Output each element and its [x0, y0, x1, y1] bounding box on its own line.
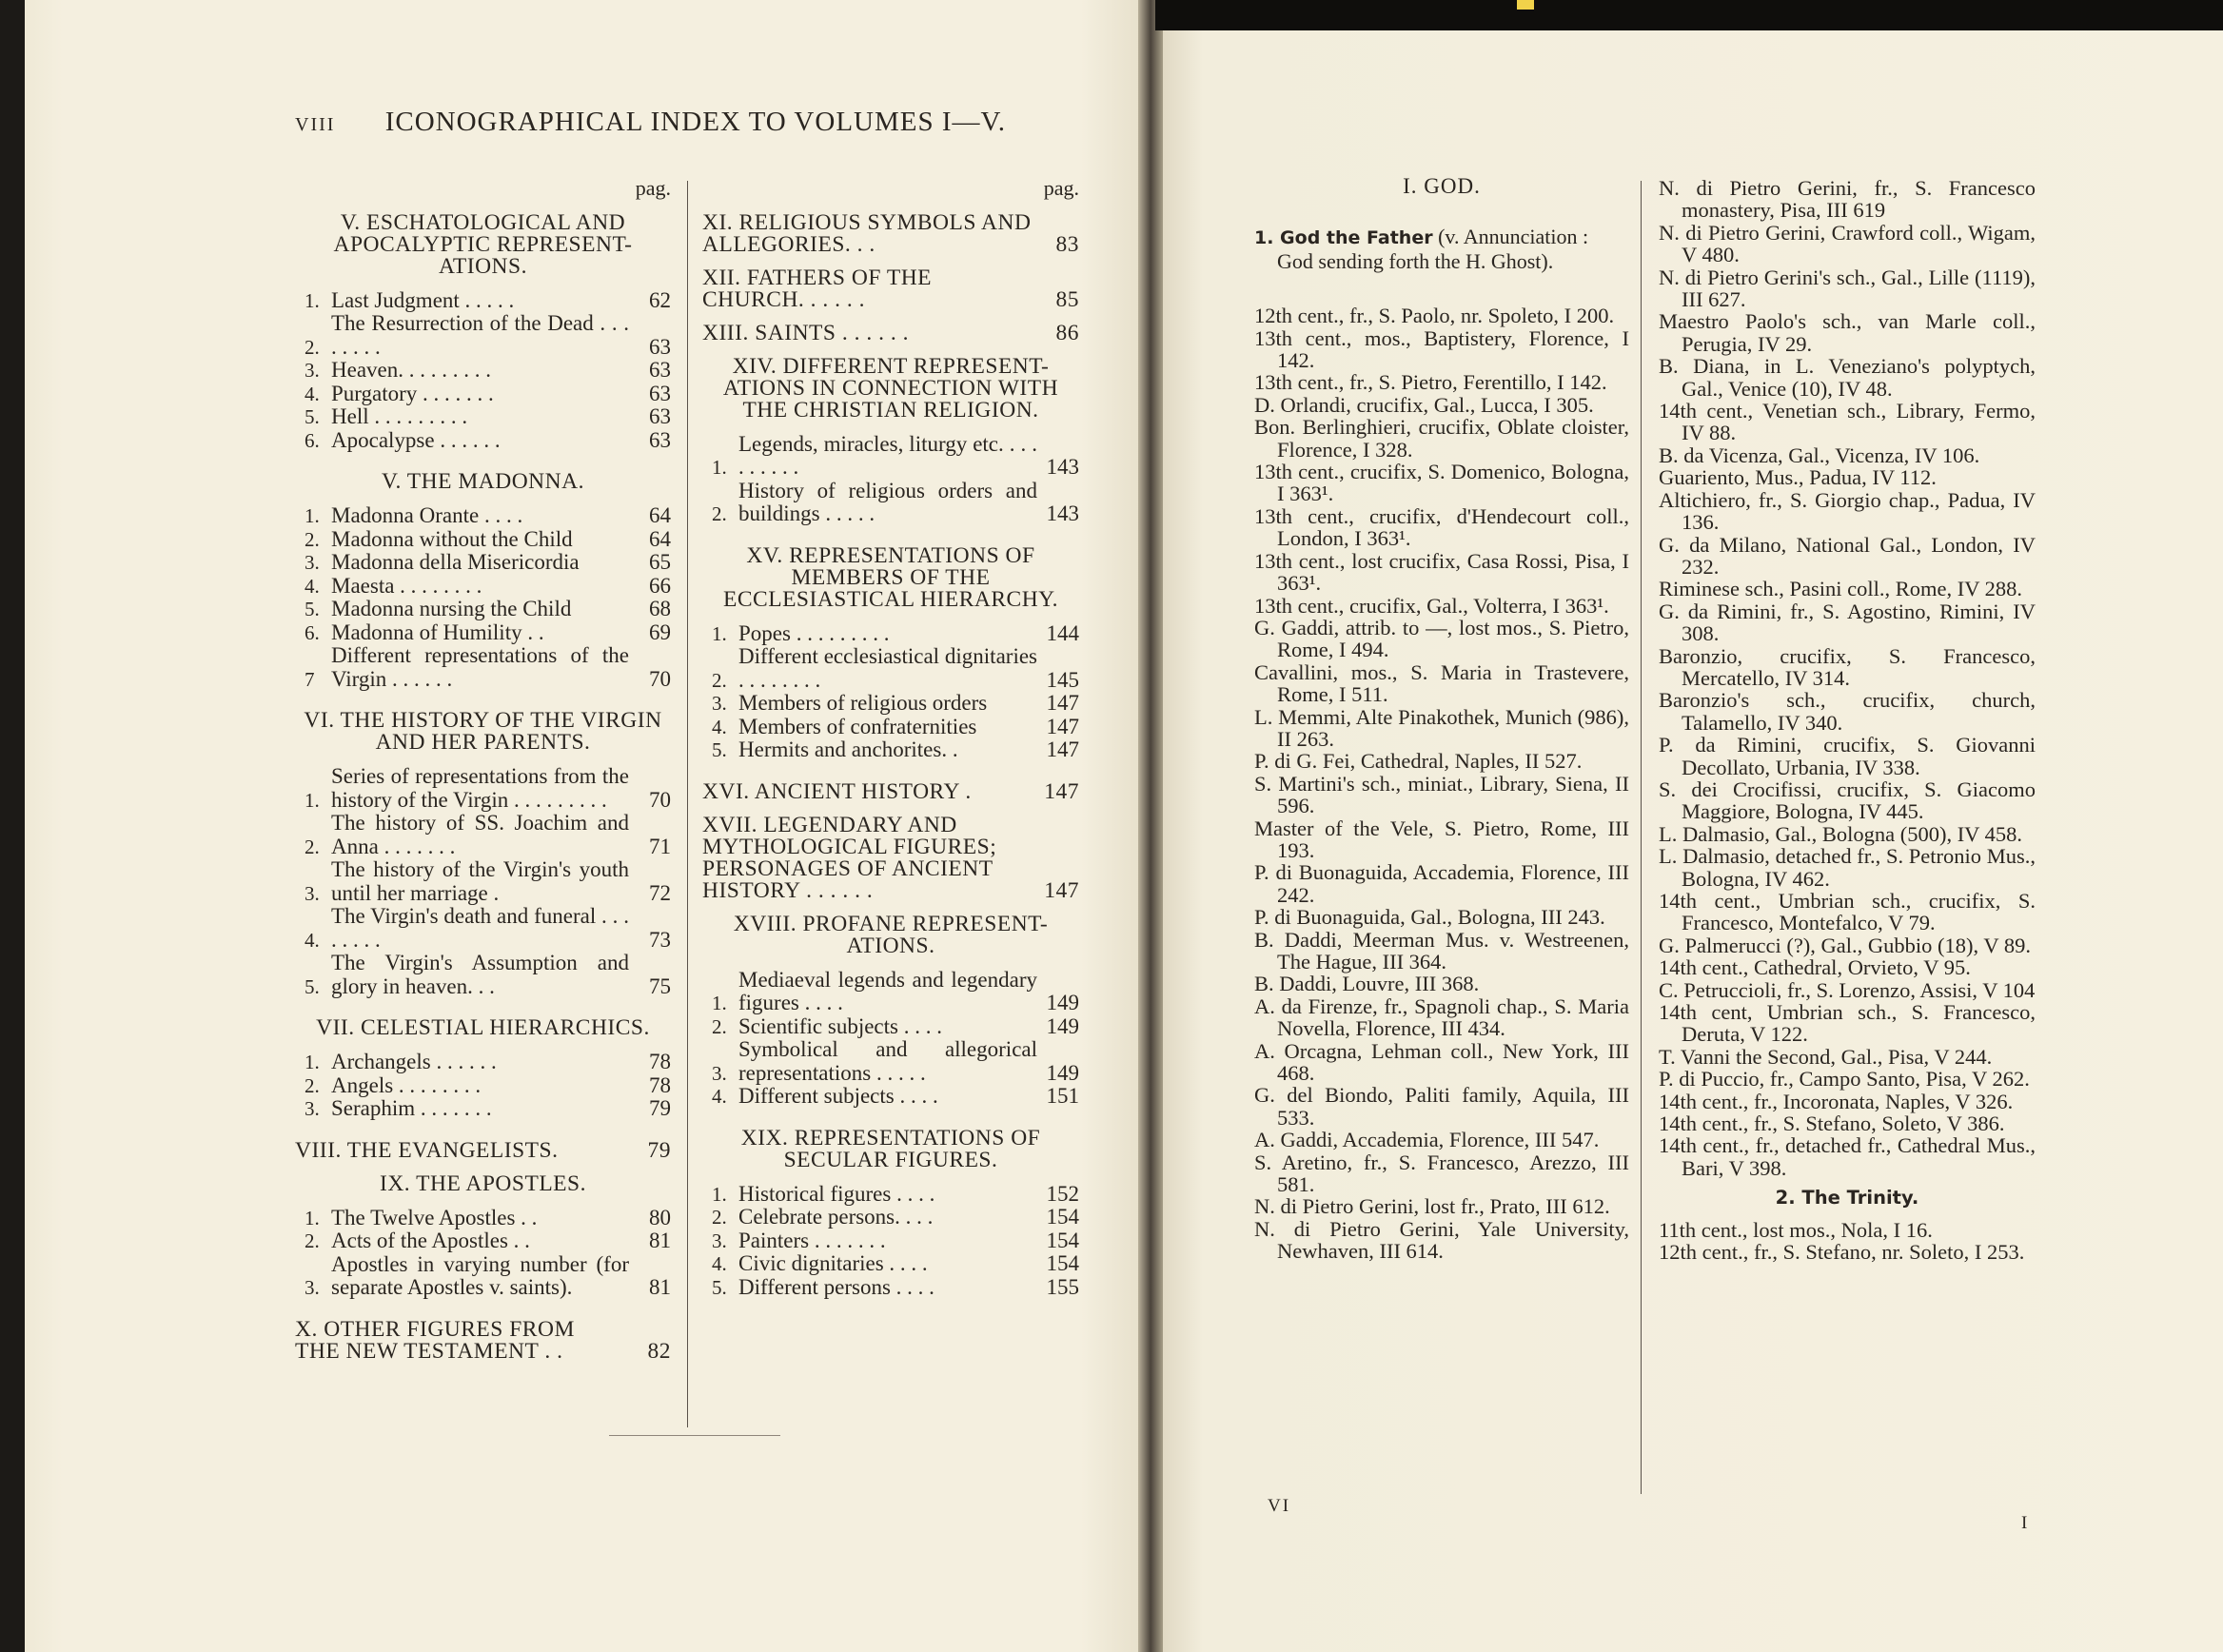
index-entry — [702, 1085, 1079, 1109]
section-heading: IX. THE APOSTLES. — [380, 1170, 586, 1196]
citation-entry: 13th cent., fr., S. Pietro, Ferentillo, I 142. — [1254, 370, 1607, 395]
citation-entry: S. Aretino, fr., S. Francesco, Arezzo, III 581. — [1254, 1150, 1629, 1197]
citation-entry: N. di Pietro Gerini, lost fr., Prato, III 612. — [1254, 1194, 1610, 1219]
index-entry — [295, 429, 671, 453]
entry-title: Different representations of the Virgin . . . . . . — [331, 643, 629, 691]
index-entry — [702, 433, 1079, 480]
entry-page: 63 — [649, 334, 671, 359]
entry-page: 72 — [649, 880, 671, 905]
section-heading — [702, 267, 1079, 311]
citation-entry: 13th cent., crucifix, d'Hendecourt coll., London, I 363¹. — [1254, 503, 1629, 551]
citation-entry: A. da Firenze, fr., Spagnoli chap., S. Maria Novella, Florence, III 434. — [1254, 993, 1629, 1041]
citation-entry: 12th cent., fr., S. Stefano, nr. Soleto, I 253. — [1659, 1240, 2025, 1265]
entry-number: 3. — [305, 359, 320, 382]
entry-page: 70 — [649, 787, 671, 812]
citation-entry: Cavallini, mos., S. Maria in Trastevere, Rome, I 511. — [1254, 659, 1629, 707]
index-entry — [295, 952, 671, 998]
section-heading-text: XII. FATHERS OF THE CHURCH. . . . . . — [702, 265, 933, 312]
entry-number: 1. — [305, 504, 320, 527]
entry-page: 64 — [649, 526, 671, 551]
citation-entry: G. da Rimini, fr., S. Agostino, Rimini, IV 308. — [1659, 599, 2036, 646]
index-entry — [295, 504, 671, 528]
entry-number: 2. — [305, 1229, 320, 1252]
citation-entry: B. Daddi, Meerman Mus. v. Westreenen, The Hague, III 364. — [1254, 927, 1629, 974]
entry-title: Apostles in varying number (for separate Apostles v. saints). — [331, 1251, 629, 1299]
entry-page: 144 — [1046, 620, 1079, 645]
section-heading — [702, 812, 1079, 903]
entry-title: Members of confraternities — [738, 714, 977, 738]
entry-page: 143 — [1046, 455, 1079, 479]
entry-title: Maesta . . . . . . . . — [331, 573, 482, 598]
index-column-b — [702, 177, 1079, 1307]
section-heading: XVIII. PROFANE REPRESENT-ATIONS. — [733, 911, 1049, 958]
index-entry — [295, 1253, 671, 1300]
entry-page: 149 — [1046, 991, 1079, 1014]
index-entry — [295, 621, 671, 645]
section-heading: XIX. REPRESENTATIONS OF SECULAR FIGURES. — [740, 1125, 1041, 1172]
entry-number: 6. — [305, 620, 320, 644]
entry-number: 4. — [305, 574, 320, 598]
entry-title: Madonna nursing the Child — [331, 597, 572, 620]
entry-title: Historical figures . . . . — [738, 1181, 935, 1206]
citation-entry: Altichiero, fr., S. Giorgio chap., Padua, IV 136. — [1659, 487, 2036, 535]
citation-entry: L. Dalmasio, detached fr., S. Petronio Mus., Bologna, IV 462. — [1659, 844, 2036, 891]
column-divider — [687, 181, 688, 1427]
entry-title: Heaven. . . . . . . . . — [331, 358, 491, 382]
citation-entry: G. Gaddi, attrib. to —, lost mos., S. Pietro, Rome, I 494. — [1254, 615, 1629, 662]
section-page-number: 147 — [1044, 877, 1079, 903]
entry-page: 147 — [1046, 691, 1079, 715]
entry-number: 1. — [712, 992, 727, 1014]
index-entry — [295, 359, 671, 383]
entry-title: Hermits and anchorites. . — [738, 738, 958, 761]
index-entry — [295, 551, 671, 575]
citation-entry: L. Memmi, Alte Pinakothek, Munich (986), II 263. — [1254, 704, 1629, 751]
footer-signature-right: I — [2021, 1513, 2028, 1533]
index-entry — [702, 1183, 1079, 1207]
citation-entry: L. Dalmasio, Gal., Bologna (500), IV 458. — [1659, 821, 2023, 846]
citation-entry: P. di Buonaguida, Accademia, Florence, III 242. — [1254, 860, 1629, 907]
citation-entry: 13th cent., lost crucifix, Casa Rossi, Pisa, I 363¹. — [1254, 548, 1629, 596]
entry-number: 2. — [305, 335, 320, 359]
entry-title: The history of SS. Joachim and Anna . . . . . . . — [331, 811, 629, 858]
index-entry — [295, 528, 671, 552]
entry-number: 4. — [712, 1085, 727, 1108]
entry-page: 143 — [1046, 502, 1079, 525]
section-heading — [295, 1137, 671, 1163]
section-page-number: 79 — [647, 1137, 671, 1163]
citation-entry: B. Daddi, Louvre, III 368. — [1254, 972, 1480, 996]
entry-title: Mediaeval legends and legendary figures . . . . — [738, 967, 1037, 1014]
index-entry — [295, 1074, 671, 1098]
footer-signature-left: VI — [1268, 1496, 1291, 1516]
entry-number: 2. — [305, 1073, 320, 1097]
entry-title: Apocalypse . . . . . . — [331, 427, 501, 452]
entry-page: 64 — [649, 503, 671, 527]
citation-entry: S. dei Crocifissi, crucifix, S. Giacomo Maggiore, Bologna, IV 445. — [1659, 777, 2036, 824]
citation-entry: 13th cent., mos., Baptistery, Florence, I 142. — [1254, 325, 1629, 373]
entry-title: Archangels . . . . . . — [331, 1050, 497, 1073]
subsection-god-the-father — [1254, 226, 1629, 272]
citation-entry: S. Martini's sch., miniat., Library, Siena, II 596. — [1254, 771, 1629, 818]
entry-number: 1. — [712, 621, 727, 645]
entry-number: 4. — [305, 382, 320, 405]
index-entry — [295, 812, 671, 858]
section-heading: V. THE MADONNA. — [382, 469, 584, 494]
index-entry — [702, 1038, 1079, 1085]
entry-title: The Virgin's death and funeral . . . . . . . . — [331, 904, 629, 952]
index-entry — [702, 1252, 1079, 1276]
citation-entry: B. da Vicenza, Gal., Vicenza, IV 106. — [1659, 442, 1980, 467]
entry-page: 81 — [649, 1229, 671, 1252]
entry-number: 5. — [305, 405, 320, 428]
entry-number: 2. — [305, 527, 320, 551]
citation-entry: 14th cent., fr., Incoronata, Naples, V 326. — [1659, 1089, 2014, 1113]
index-entry — [295, 858, 671, 905]
entry-page: 81 — [649, 1275, 671, 1299]
citation-entry: 14th cent, Umbrian sch., S. Francesco, Deruta, V 122. — [1659, 1000, 2036, 1047]
entry-title: The Twelve Apostles . . — [331, 1205, 538, 1229]
section-page-number: 85 — [1055, 286, 1079, 312]
entry-title: Popes . . . . . . . . . — [738, 620, 890, 645]
subsection-note: (v. Annunciation : God sending forth the H. Ghost). — [1277, 225, 1589, 273]
section-heading: XIV. DIFFERENT REPRESENT-ATIONS IN CONNECTION WITH THE CHRISTIAN RELIGION. — [722, 353, 1059, 423]
entry-number: 2. — [712, 1014, 727, 1038]
section-heading-text: XVII. LEGENDARY AND MYTHOLOGICAL FIGURES; PERSONAGES OF ANCIENT HISTORY . . . . . . — [702, 812, 997, 903]
entry-title: Different persons . . . . — [738, 1274, 934, 1299]
section-heading — [702, 778, 1079, 804]
entry-number: 5. — [712, 738, 727, 761]
entry-page: 80 — [649, 1205, 671, 1229]
index-entry — [295, 905, 671, 952]
entry-page: 152 — [1046, 1181, 1079, 1206]
citation-entry: 13th cent., crucifix, Gal., Volterra, I 363¹. — [1254, 593, 1609, 618]
section-page-number: 147 — [1044, 778, 1079, 804]
subsection-label: 1. God the Father — [1254, 227, 1433, 249]
entry-page: 149 — [1046, 1013, 1079, 1038]
entry-number: 5. — [712, 1275, 727, 1299]
citation-entry: 13th cent., crucifix, S. Domenico, Bologna, I 363¹. — [1254, 460, 1629, 506]
entry-title: Acts of the Apostles . . — [331, 1229, 530, 1252]
entry-page: 63 — [649, 427, 671, 452]
citation-entry: Baronzio, crucifix, S. Francesco, Mercatello, IV 314. — [1659, 643, 2036, 690]
left-page-number: VIII — [295, 114, 336, 135]
citation-entry: A. Gaddi, Accademia, Florence, III 547. — [1254, 1128, 1600, 1152]
index-entry — [702, 692, 1079, 716]
citation-entry: 12th cent., fr., S. Paolo, nr. Spoleto, I 200. — [1254, 304, 1615, 328]
entry-page: 147 — [1046, 738, 1079, 761]
entry-title: Madonna without the Child — [331, 526, 573, 551]
entry-page: 71 — [649, 834, 671, 858]
running-head — [295, 107, 1006, 138]
entry-number: 2. — [712, 502, 727, 525]
index-entry — [295, 1051, 671, 1074]
entry-title: Madonna della Misericordia — [331, 550, 580, 574]
citation-entry: 14th cent., Cathedral, Orvieto, V 95. — [1659, 955, 1971, 980]
citation-entry: P. di Buonaguida, Gal., Bologna, III 243. — [1254, 905, 1605, 930]
entry-number: 1. — [712, 456, 727, 479]
citation-entry: N. di Pietro Gerini, fr., S. Francesco monastery, Pisa, III 619 — [1659, 176, 2036, 223]
entry-number: 5. — [305, 974, 320, 998]
entry-page: 147 — [1046, 714, 1079, 738]
section-heading — [295, 1316, 671, 1364]
entry-title: Series of representations from the history of the Virgin . . . . . . . . . — [331, 764, 629, 812]
entry-title: Celebrate persons. . . . — [738, 1205, 934, 1229]
entry-title: Seraphim . . . . . . . — [331, 1096, 492, 1120]
section-heading-text: X. OTHER FIGURES FROM THE NEW TESTAMENT . . — [295, 1316, 575, 1364]
entry-number: 1. — [305, 288, 320, 312]
index-entry — [295, 765, 671, 812]
entry-title: Madonna of Humility . . — [331, 620, 544, 644]
entry-number: 6. — [305, 428, 320, 452]
section-heading-text: XIII. SAINTS . . . . . . — [702, 320, 909, 345]
index-column-a — [295, 177, 671, 1374]
entry-page: 75 — [649, 974, 671, 998]
entry-title: Purgatory . . . . . . . — [331, 381, 494, 405]
section-page-number: 86 — [1055, 320, 1079, 345]
entry-page: 73 — [649, 927, 671, 952]
index-entry — [702, 1206, 1079, 1229]
end-rule — [609, 1435, 780, 1436]
index-entry — [295, 289, 671, 313]
citation-entry: N. di Pietro Gerini, Yale University, Newhaven, III 614. — [1254, 1216, 1629, 1264]
entry-title: The history of the Virgin's youth until her marriage . — [331, 857, 629, 905]
god-column-a — [1254, 175, 1629, 1263]
entry-page: 70 — [649, 666, 671, 691]
pag-label: pag. — [1043, 176, 1079, 200]
citation-entry: N. di Pietro Gerini's sch., Gal., Lille (1119), III 627. — [1659, 265, 2036, 312]
subsection-trinity: 2. The Trinity. — [1775, 1187, 1919, 1210]
entry-number: 2. — [712, 668, 727, 692]
entry-title: The Resurrection of the Dead . . . . . . . . — [331, 311, 629, 359]
citation-entry: P. di G. Fei, Cathedral, Naples, II 527. — [1254, 749, 1583, 774]
entry-number: 3. — [305, 881, 320, 905]
index-entry — [295, 383, 671, 406]
section-heading: VI. THE HISTORY OF THE VIRGIN AND HER PARENTS. — [304, 708, 662, 755]
citation-entry: 14th cent., fr., detached fr., Cathedral Mus., Bari, V 398. — [1659, 1133, 2036, 1180]
section-heading: XV. REPRESENTATIONS OF MEMBERS OF THE ECCLESIASTICAL HIERARCHY. — [723, 542, 1058, 612]
citation-entry: N. di Pietro Gerini, Crawford coll., Wigam, V 480. — [1659, 220, 2036, 267]
entry-page: 62 — [649, 287, 671, 312]
index-entry — [702, 716, 1079, 739]
entry-title: Angels . . . . . . . . — [331, 1072, 482, 1097]
entry-number: 3. — [712, 1229, 727, 1252]
entry-title: Different ecclesiastical dignitaries . . . . . . . . — [738, 644, 1037, 692]
section-heading-text: VIII. THE EVANGELISTS. — [295, 1137, 559, 1163]
index-entry — [702, 1229, 1079, 1253]
entry-page: 66 — [649, 573, 671, 598]
index-entry — [295, 1207, 671, 1230]
entry-page: 78 — [649, 1050, 671, 1073]
entry-title: History of religious orders and buildings . . . . . — [738, 478, 1037, 525]
entry-number: 7 — [305, 667, 315, 691]
entry-title: Civic dignitaries . . . . — [738, 1251, 928, 1275]
entry-page: 69 — [649, 620, 671, 644]
citation-entry: 14th cent., Umbrian sch., crucifix, S. Francesco, Montefalco, V 79. — [1659, 889, 2036, 935]
entry-number: 4. — [305, 928, 320, 952]
index-entry — [295, 1229, 671, 1253]
entry-number: 1. — [712, 1182, 727, 1206]
running-title: ICONOGRAPHICAL INDEX TO VOLUMES I—V. — [384, 107, 1006, 137]
citation-entry: Master of the Vele, S. Pietro, Rome, III 193. — [1254, 816, 1629, 862]
entry-number: 2. — [305, 835, 320, 858]
entry-page: 154 — [1046, 1251, 1079, 1275]
entry-number: 3. — [305, 1276, 320, 1299]
index-entry — [702, 969, 1079, 1015]
entry-title: Members of religious orders — [738, 691, 988, 715]
entry-number: 3. — [305, 1097, 320, 1120]
section-heading: V. ESCHATOLOGICAL AND APOCALYPTIC REPRESENT-ATIONS. — [333, 209, 633, 279]
citation-entry: T. Vanni the Second, Gal., Pisa, V 244. — [1659, 1044, 1993, 1069]
entry-title: Different subjects . . . . — [738, 1084, 938, 1108]
citation-entry: 14th cent., fr., S. Stefano, Soleto, V 386. — [1659, 1111, 2005, 1136]
entry-number: 1. — [305, 788, 320, 812]
citation-entry: D. Orlandi, crucifix, Gal., Lucca, I 305. — [1254, 392, 1594, 417]
god-column-b — [1659, 177, 2036, 1264]
entry-number: 5. — [305, 598, 320, 620]
section-heading-text: XVI. ANCIENT HISTORY . — [702, 778, 972, 804]
entry-title: The Virgin's Assumption and glory in heaven. . . — [331, 951, 629, 998]
entry-page: 65 — [649, 550, 671, 574]
section-heading — [702, 209, 1079, 257]
entry-title: Scientific subjects . . . . — [738, 1013, 942, 1038]
citation-entry: P. di Puccio, fr., Campo Santo, Pisa, V 262. — [1659, 1067, 2030, 1092]
entry-page: 145 — [1046, 667, 1079, 692]
entry-number: 3. — [712, 692, 727, 715]
book-gutter — [1138, 0, 1163, 1652]
citation-entry: P. da Rimini, crucifix, S. Giovanni Decollato, Urbania, IV 338. — [1659, 733, 2036, 779]
citation-entry: 14th cent., Venetian sch., Library, Fermo, IV 88. — [1659, 399, 2036, 445]
column-divider-right — [1641, 181, 1642, 1494]
entry-page: 63 — [649, 404, 671, 428]
citation-entry: B. Diana, in L. Veneziano's polyptych, Gal., Venice (10), IV 48. — [1659, 354, 2036, 401]
entry-title: Madonna Orante . . . . — [331, 503, 523, 527]
entry-page: 154 — [1046, 1228, 1079, 1252]
index-entry — [702, 645, 1079, 692]
section-title: I. GOD. — [1403, 174, 1481, 198]
index-entry — [295, 644, 671, 691]
entry-page: 63 — [649, 358, 671, 382]
citation-entry: Baronzio's sch., crucifix, church, Talamello, IV 340. — [1659, 688, 2036, 735]
entry-page: 63 — [649, 381, 671, 405]
section-page-number: 82 — [647, 1338, 671, 1364]
index-entry — [702, 480, 1079, 526]
entry-number: 1. — [305, 1051, 320, 1073]
section-page-number: 83 — [1055, 231, 1079, 257]
index-entry — [702, 1276, 1079, 1300]
entry-title: Hell . . . . . . . . . — [331, 404, 468, 428]
index-entry — [702, 738, 1079, 762]
index-entry — [295, 405, 671, 429]
index-entry — [295, 1097, 671, 1121]
citation-entry: C. Petruccioli, fr., S. Lorenzo, Assisi, V 104 — [1659, 977, 2036, 1002]
index-entry — [702, 622, 1079, 646]
scan-top-edge — [1155, 0, 2223, 30]
entry-page: 151 — [1046, 1084, 1079, 1108]
citation-entry: Maestro Paolo's sch., van Marle coll., Perugia, IV 29. — [1659, 309, 2036, 356]
citation-entry: Bon. Berlinghieri, crucifix, Oblate cloister, Florence, I 328. — [1254, 415, 1629, 462]
entry-title: Last Judgment . . . . . — [331, 287, 515, 312]
citation-entry: A. Orcagna, Lehman coll., New York, III 468. — [1254, 1038, 1629, 1086]
index-entry — [702, 1015, 1079, 1039]
entry-page: 155 — [1046, 1274, 1079, 1299]
section-heading-text: XI. RELIGIOUS SYMBOLS AND ALLEGORIES. . . — [702, 209, 1032, 257]
citation-entry: G. Palmerucci (?), Gal., Gubbio (18), V 89. — [1659, 933, 2031, 957]
index-entry — [295, 598, 671, 621]
pag-label: pag. — [635, 176, 671, 200]
entry-number: 3. — [712, 1061, 727, 1085]
entry-page: 68 — [649, 597, 671, 620]
entry-title: Legends, miracles, liturgy etc. . . . . . . . . . — [738, 431, 1037, 479]
entry-number: 4. — [712, 715, 727, 738]
citation-entry: Riminese sch., Pasini coll., Rome, IV 288. — [1659, 577, 2023, 601]
entry-number: 2. — [712, 1206, 727, 1229]
citation-entry: G. da Milano, National Gal., London, IV 232. — [1659, 532, 2036, 579]
entry-page: 78 — [649, 1072, 671, 1097]
section-heading — [702, 320, 1079, 345]
entry-page: 149 — [1046, 1060, 1079, 1085]
section-heading: VII. CELESTIAL HIERARCHICS. — [316, 1015, 650, 1040]
entry-page: 79 — [649, 1096, 671, 1120]
entry-title: Symbolical and allegorical representations . . . . . — [738, 1037, 1037, 1085]
citation-entry: G. del Biondo, Paliti family, Aquila, III 533. — [1254, 1083, 1629, 1130]
entry-number: 3. — [305, 551, 320, 574]
index-entry — [295, 575, 671, 599]
entry-title: Painters . . . . . . . — [738, 1228, 886, 1252]
citation-entry: Guariento, Mus., Padua, IV 112. — [1659, 465, 1937, 490]
entry-number: 4. — [712, 1252, 727, 1275]
entry-page: 154 — [1046, 1205, 1079, 1229]
index-entry — [295, 312, 671, 359]
citation-entry: 11th cent., lost mos., Nola, I 16. — [1659, 1217, 1933, 1242]
entry-number: 1. — [305, 1206, 320, 1229]
